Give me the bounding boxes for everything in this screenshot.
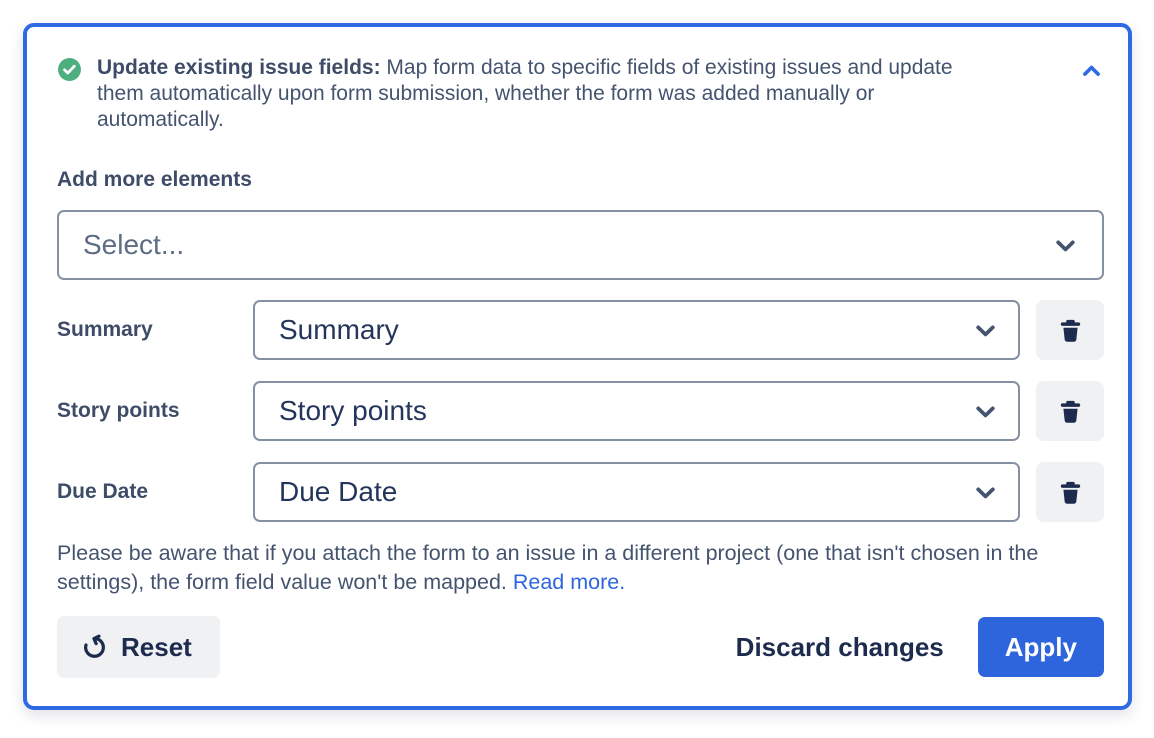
update-fields-panel [23, 23, 1132, 710]
check-circle-icon [57, 57, 82, 82]
chevron-down-icon [1053, 233, 1078, 258]
chevron-down-icon [973, 399, 998, 424]
field-label: Summary [57, 318, 153, 341]
field-select[interactable] [253, 300, 1020, 360]
trash-icon [1057, 317, 1084, 344]
panel-header [57, 55, 1104, 133]
mapping-warning-note [57, 539, 1104, 597]
apply-button[interactable]: Apply [978, 617, 1104, 677]
field-select-value: Story points [279, 395, 427, 426]
note-text: Please be aware that if you attach the form to an issue in a different project (one that isn't chosen in the settings), the form field value won't be mapped. [57, 541, 1039, 594]
chevron-down-icon [973, 318, 998, 343]
field-mapping-row-due-date [57, 462, 1104, 522]
discard-changes-button[interactable]: Discard changes [735, 631, 944, 662]
chevron-up-icon [1081, 68, 1102, 83]
reset-label: Reset [121, 631, 192, 662]
field-select[interactable] [253, 381, 1020, 441]
field-mapping-row-summary [57, 300, 1104, 360]
delete-field-button[interactable] [1036, 462, 1104, 522]
field-label: Due Date [57, 480, 149, 503]
field-label: Story points [57, 399, 180, 422]
undo-icon [81, 634, 108, 661]
panel-description-text: Map form data to specific fields of existing issues and update them automatically upon form submission, whether the form was added manually or automatically. [97, 56, 953, 131]
field-select-value: Due Date [279, 476, 398, 507]
collapse-button[interactable] [1079, 60, 1104, 82]
add-elements-label: Add more elements [57, 168, 252, 191]
panel-description [97, 55, 963, 133]
field-mapping-row-story-points [57, 381, 1104, 441]
add-elements-select[interactable] [57, 210, 1104, 280]
select-placeholder: Select... [83, 229, 185, 260]
panel-footer [57, 616, 1104, 678]
panel-title: Update existing issue fields: [97, 56, 381, 79]
field-select[interactable] [253, 462, 1020, 522]
trash-icon [1057, 479, 1084, 506]
trash-icon [1057, 398, 1084, 425]
delete-field-button[interactable] [1036, 381, 1104, 441]
reset-button[interactable] [57, 616, 220, 678]
delete-field-button[interactable] [1036, 300, 1104, 360]
footer-actions [734, 617, 1104, 677]
chevron-down-icon [973, 480, 998, 505]
field-select-value: Summary [279, 314, 399, 345]
read-more-link[interactable]: Read more. [512, 570, 626, 594]
